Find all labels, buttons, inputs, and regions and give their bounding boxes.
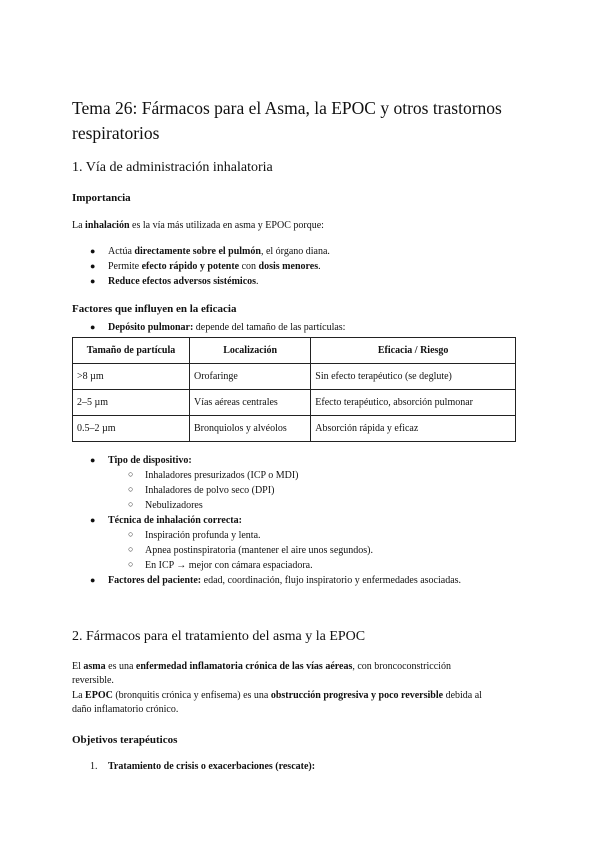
epoc-bold: EPOC	[85, 690, 113, 701]
asma-paragraph	[72, 660, 451, 688]
circle-bullet-icon: ○	[128, 484, 134, 494]
importancia-intro	[72, 219, 324, 233]
circle-bullet-icon: ○	[128, 559, 134, 569]
bullet-icon: ●	[90, 322, 96, 332]
dispositivo-subitem: Inhaladores presurizados (ICP o MDI)	[145, 470, 299, 481]
asma-bold: enfermedad inflamatoria crónica de las vías aéreas	[135, 661, 353, 672]
bullet-text-bold: directamente sobre el pulmón	[134, 246, 261, 257]
tecnica-subitem: Inspiración profunda y lenta.	[145, 530, 261, 541]
importancia-bullet-3	[108, 275, 259, 289]
asma-bold: asma	[83, 661, 106, 672]
table-cell: Orofaringe	[189, 364, 310, 390]
objetivo-item-text	[108, 760, 315, 774]
bullet-text-pre: Permite	[108, 261, 142, 272]
asma-line-1	[72, 660, 451, 674]
tecnica-item	[108, 514, 242, 528]
paciente-text: edad, coordinación, flujo inspiratorio y enfermedades asociadas.	[201, 575, 462, 586]
bullet-text-mid: con	[239, 261, 259, 272]
asma-line-2: reversible.	[72, 675, 114, 686]
epoc-text: (bronquitis crónica y enfisema) es una	[112, 690, 271, 701]
table-cell: Efecto terapéutico, absorción pulmonar	[311, 390, 516, 416]
circle-bullet-icon: ○	[128, 499, 134, 509]
objetivo-item-number: 1.	[90, 761, 98, 772]
section-1-heading: 1. Vía de administración inhalatoria	[72, 160, 273, 175]
bullet-icon: ●	[90, 575, 96, 585]
title-line-1: Tema 26: Fármacos para el Asma, la EPOC y otros trastornos	[72, 98, 502, 118]
table-row	[73, 364, 516, 390]
dispositivo-subitem: Nebulizadores	[145, 500, 203, 511]
particle-size-table	[72, 337, 516, 442]
paciente-item	[108, 574, 461, 588]
document-title	[72, 96, 502, 146]
table-header-cell: Eficacia / Riesgo	[311, 338, 516, 364]
table-cell: Absorción rápida y eficaz	[311, 416, 516, 442]
epoc-bold: obstrucción progresiva y poco reversible	[270, 690, 444, 701]
epoc-line-1	[72, 689, 482, 703]
table-header-cell: Localización	[189, 338, 310, 364]
table-row	[73, 416, 516, 442]
bullet-text-post: , el órgano diana.	[260, 246, 330, 257]
deposito-item	[108, 321, 345, 335]
epoc-line-2: daño inflamatorio crónico.	[72, 704, 179, 715]
bullet-icon: ●	[90, 276, 96, 286]
importancia-bullet-1	[108, 245, 330, 259]
epoc-paragraph	[72, 689, 482, 717]
asma-text: El	[72, 661, 84, 672]
epoc-text: La	[72, 690, 86, 701]
section-2-heading: 2. Fármacos para el tratamiento del asma y la EPOC	[72, 629, 366, 644]
bullet-icon: ●	[90, 261, 96, 271]
table-cell: Sin efecto terapéutico (se deglute)	[311, 364, 516, 390]
bullet-text-post: .	[256, 276, 259, 287]
bullet-icon: ●	[90, 246, 96, 256]
epoc-text: debida al	[443, 690, 482, 701]
bullet-text-bold-2: dosis menores	[258, 261, 319, 272]
bullet-text-pre: Actúa	[108, 246, 135, 257]
deposito-label: Depósito pulmonar:	[108, 322, 194, 333]
circle-bullet-icon: ○	[128, 469, 134, 479]
importancia-heading: Importancia	[72, 192, 131, 204]
dispositivo-label: Tipo de dispositivo:	[108, 455, 192, 466]
bullet-text-bold: efecto rápido y potente	[141, 261, 240, 272]
asma-text: es una	[105, 661, 136, 672]
objetivos-heading: Objetivos terapéuticos	[72, 734, 178, 746]
dispositivo-item	[108, 454, 192, 468]
title-line-2: respiratorios	[72, 123, 160, 143]
objetivo-item-label: Tratamiento de crisis o exacerbaciones (rescate):	[108, 761, 316, 772]
bullet-icon: ●	[90, 455, 96, 465]
table-row	[73, 390, 516, 416]
tecnica-subitem: En ICP → mejor con cámara espaciadora.	[145, 560, 313, 571]
dispositivo-subitem: Inhaladores de polvo seco (DPI)	[145, 485, 275, 496]
table-cell: 2–5 µm	[73, 390, 190, 416]
circle-bullet-icon: ○	[128, 544, 134, 554]
intro-pre: La	[72, 220, 86, 231]
table-cell: 0.5–2 µm	[73, 416, 190, 442]
bullet-text-post: .	[318, 261, 321, 272]
importancia-bullet-2	[108, 260, 321, 274]
table-cell: >8 µm	[73, 364, 190, 390]
factores-heading: Factores que influyen en la eficacia	[72, 303, 237, 315]
tecnica-subitem: Apnea postinspiratoria (mantener el aire unos segundos).	[145, 545, 373, 556]
tecnica-label: Técnica de inhalación correcta:	[108, 515, 242, 526]
intro-bold: inhalación	[85, 220, 130, 231]
paciente-label: Factores del paciente:	[108, 575, 202, 586]
asma-text: , con broncoconstricción	[352, 661, 451, 672]
intro-post: es la vía más utilizada en asma y EPOC porque:	[129, 220, 324, 231]
table-cell: Vías aéreas centrales	[189, 390, 310, 416]
bullet-text-bold: Reduce efectos adversos sistémicos	[108, 276, 257, 287]
table-cell: Bronquiolos y alvéolos	[189, 416, 310, 442]
bullet-icon: ●	[90, 515, 96, 525]
table-header-cell: Tamaño de partícula	[73, 338, 190, 364]
deposito-text: depende del tamaño de las partículas:	[193, 322, 346, 333]
circle-bullet-icon: ○	[128, 529, 134, 539]
table-header-row	[73, 338, 516, 364]
